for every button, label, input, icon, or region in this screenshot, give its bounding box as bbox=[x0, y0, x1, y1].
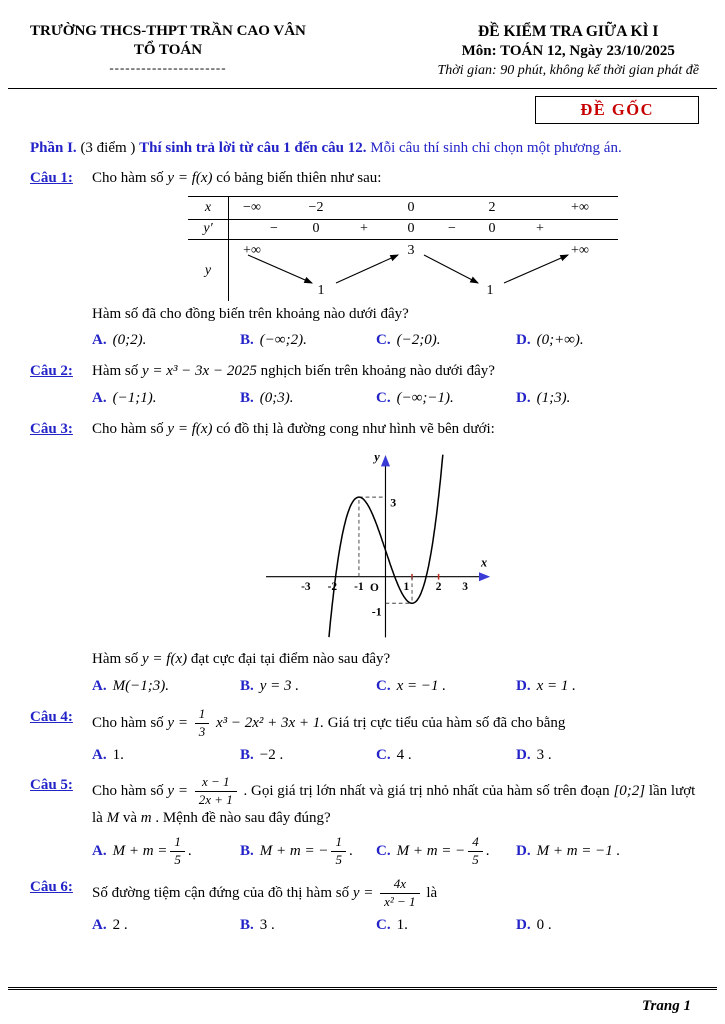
q6-option-d bbox=[516, 915, 699, 937]
question-6-label: Câu 6: bbox=[30, 878, 73, 895]
question-1-body bbox=[92, 168, 699, 352]
option-text: 1. bbox=[112, 746, 124, 763]
fraction-denominator: 5 bbox=[174, 852, 181, 868]
q5-options bbox=[92, 835, 699, 868]
fraction-numerator: 1 bbox=[170, 835, 185, 852]
fraction-denominator: 2x + 1 bbox=[198, 792, 233, 808]
vt-x-value: −2 bbox=[308, 199, 324, 215]
option-letter: B. bbox=[240, 678, 254, 695]
option-letter: A. bbox=[92, 916, 107, 933]
q5-stem-mid2: lần lượt là bbox=[92, 783, 696, 827]
q4-stem-post: Giá trị cực tiểu của hàm số đã cho bằng bbox=[327, 714, 566, 731]
option-text: (0;2). bbox=[112, 332, 147, 349]
q5-fraction bbox=[195, 775, 237, 808]
option-text: 0 . bbox=[536, 916, 552, 933]
vt-yprime-sign: 0 bbox=[407, 220, 415, 236]
option-letter: D. bbox=[516, 332, 531, 349]
vt-y-value: 1 bbox=[486, 282, 494, 298]
option-text: (1;3). bbox=[536, 389, 571, 406]
fraction-numerator: x − 1 bbox=[195, 775, 237, 792]
vt-x-value: 2 bbox=[488, 199, 496, 215]
vt-yprime-sign: + bbox=[360, 220, 368, 236]
option-letter: C. bbox=[376, 332, 391, 349]
footer-rule bbox=[8, 987, 717, 990]
variant-box: ĐỀ GỐC bbox=[535, 96, 699, 124]
q5-math-pre: y = bbox=[167, 783, 188, 800]
header-school-block bbox=[30, 22, 306, 80]
q1-question: Hàm số đã cho đồng biến trên khoảng nào dưới đây? bbox=[92, 305, 409, 322]
vt-y-value: 3 bbox=[407, 242, 415, 258]
vt-y-value: +∞ bbox=[243, 242, 261, 258]
option-letter: C. bbox=[376, 916, 391, 933]
option-letter: B. bbox=[240, 389, 254, 406]
q3-graph bbox=[243, 444, 509, 645]
q3-option-a bbox=[92, 676, 240, 698]
vt-yprime-sign: − bbox=[448, 220, 456, 236]
option-text: 1. bbox=[396, 916, 408, 933]
question-4-label: Câu 4: bbox=[30, 708, 73, 725]
option-text: (−2;0). bbox=[396, 332, 441, 349]
part1-points: (3 điểm ) bbox=[80, 139, 136, 156]
variant-wrap bbox=[0, 89, 725, 124]
q4-stem-pre: Cho hàm số bbox=[92, 714, 164, 731]
max-value-label: 3 bbox=[389, 495, 396, 510]
option-text: x = −1 . bbox=[396, 678, 446, 695]
option-text: M + m = − bbox=[396, 842, 466, 859]
option-letter: D. bbox=[516, 746, 531, 763]
question-6-body bbox=[92, 877, 699, 937]
q3-question-post: đạt cực đại tại điểm nào sau đây? bbox=[190, 651, 391, 668]
x-tick-label: 3 bbox=[461, 581, 468, 594]
option-text: (0;+∞). bbox=[536, 332, 584, 349]
q4-fraction bbox=[195, 707, 210, 740]
question-3 bbox=[30, 419, 699, 698]
option-text: (−1;1). bbox=[112, 389, 157, 406]
option-text: 3 . bbox=[259, 916, 275, 933]
q1-variation-table bbox=[188, 196, 618, 300]
option-letter: C. bbox=[376, 842, 391, 859]
option-letter: B. bbox=[240, 842, 254, 859]
q1-stem-pre: Cho hàm số bbox=[92, 169, 164, 186]
option-letter: D. bbox=[516, 842, 531, 859]
question-4 bbox=[30, 707, 699, 767]
fraction-denominator: 5 bbox=[335, 852, 342, 868]
q3-graph-wrap bbox=[92, 444, 659, 645]
q4-option-c bbox=[376, 745, 516, 767]
exam-content bbox=[0, 124, 725, 937]
x-tick-label: 1 bbox=[402, 581, 409, 594]
header-exam-block bbox=[438, 22, 699, 80]
vt-yprime-sign: 0 bbox=[312, 220, 320, 236]
question-2 bbox=[30, 361, 699, 410]
option-letter: D. bbox=[516, 916, 531, 933]
question-6 bbox=[30, 877, 699, 937]
fraction-denominator: 5 bbox=[472, 852, 479, 868]
question-1 bbox=[30, 168, 699, 352]
x-tick-label: -1 bbox=[353, 581, 364, 594]
option-letter: A. bbox=[92, 746, 107, 763]
vt-x-value: −∞ bbox=[243, 199, 261, 215]
option-letter: B. bbox=[240, 916, 254, 933]
q5-var-m: m bbox=[140, 810, 152, 827]
vt-y-value: +∞ bbox=[571, 242, 589, 258]
header-dashes: ---------------------- bbox=[109, 59, 227, 75]
q6-stem-post: là bbox=[426, 884, 438, 901]
question-5-label: Câu 5: bbox=[30, 777, 73, 794]
option-text: x = 1 . bbox=[536, 678, 576, 695]
vt-arrow-up-icon bbox=[336, 255, 398, 283]
q5-stem-pre: Cho hàm số bbox=[92, 783, 164, 800]
q1-option-c bbox=[376, 330, 516, 352]
q3-option-c bbox=[376, 676, 516, 698]
option-text: 2 . bbox=[112, 916, 128, 933]
option-fraction bbox=[331, 835, 346, 868]
q2-option-b bbox=[240, 388, 376, 410]
question-2-label: Câu 2: bbox=[30, 363, 73, 380]
q1-option-a bbox=[92, 330, 240, 352]
q3-stem-post: có đồ thị là đường cong như hình vẽ bên dưới: bbox=[216, 420, 495, 437]
q5-stem-end: . Mệnh đề nào sau đây đúng? bbox=[155, 810, 331, 827]
option-letter: A. bbox=[92, 842, 107, 859]
q2-option-d bbox=[516, 388, 699, 410]
q1-stem-post: có bảng biến thiên như sau: bbox=[216, 169, 382, 186]
question-5-body bbox=[92, 775, 699, 868]
vt-arrow-down-icon bbox=[248, 255, 312, 283]
q4-option-b bbox=[240, 745, 376, 767]
vt-x-value: +∞ bbox=[571, 199, 589, 215]
fraction-numerator: 1 bbox=[331, 835, 346, 852]
option-letter: C. bbox=[376, 746, 391, 763]
x-tick-label: -2 bbox=[327, 581, 337, 594]
q4-math-pre: y = bbox=[167, 714, 188, 731]
q3-question-pre: Hàm số bbox=[92, 651, 139, 668]
q2-stem-pre: Hàm số bbox=[92, 363, 139, 380]
question-4-body bbox=[92, 707, 699, 767]
q2-option-c bbox=[376, 388, 516, 410]
y-axis-label: y bbox=[373, 450, 380, 465]
option-text: M + m = − bbox=[259, 842, 329, 859]
q6-stem-pre: Số đường tiệm cận đứng của đồ thị hàm số bbox=[92, 884, 350, 901]
fraction-numerator: 4x bbox=[380, 877, 419, 894]
option-letter: C. bbox=[376, 389, 391, 406]
part1-label: Phần I. bbox=[30, 139, 77, 156]
q6-fraction bbox=[380, 877, 419, 910]
vt-yprime-label: y′ bbox=[203, 220, 213, 236]
vt-y-label: y bbox=[204, 262, 212, 278]
option-letter: A. bbox=[92, 678, 107, 695]
q6-option-b bbox=[240, 915, 376, 937]
q5-option-a bbox=[92, 835, 240, 868]
vt-yprime-sign: 0 bbox=[488, 220, 496, 236]
x-axis-label: x bbox=[480, 555, 487, 570]
option-text: 3 . bbox=[536, 746, 552, 763]
q1-options bbox=[92, 330, 699, 352]
option-letter: D. bbox=[516, 678, 531, 695]
vt-y-value: 1 bbox=[317, 282, 325, 298]
option-text: M + m = −1 . bbox=[536, 842, 621, 859]
vt-x-value: 0 bbox=[407, 199, 415, 215]
q2-options bbox=[92, 388, 699, 410]
part1-heading bbox=[30, 138, 699, 159]
q3-question-math: y = f(x) bbox=[142, 651, 188, 668]
vt-arrows bbox=[188, 239, 618, 301]
q5-option-d bbox=[516, 841, 699, 863]
q6-option-a bbox=[92, 915, 240, 937]
q1-option-b bbox=[240, 330, 376, 352]
page-number: Trang 1 bbox=[641, 998, 691, 1014]
q3-option-d bbox=[516, 676, 699, 698]
fraction-denominator: x² − 1 bbox=[384, 893, 416, 909]
part1-instruction-bold: Thí sinh trả lời từ câu 1 đến câu 12. bbox=[139, 139, 367, 156]
q2-stem-math: y = x³ − 3x − 2025 bbox=[142, 363, 257, 380]
fraction-denominator: 3 bbox=[198, 723, 206, 739]
exam-time: Thời gian: 90 phút, không kể thời gian phát đề bbox=[437, 62, 699, 78]
question-2-body bbox=[92, 361, 699, 410]
part1-instruction: Mỗi câu thí sinh chỉ chọn một phương án. bbox=[370, 139, 622, 156]
option-text: −2 . bbox=[259, 746, 284, 763]
vt-row-line-1 bbox=[188, 219, 618, 220]
header bbox=[0, 0, 725, 80]
vt-yprime-sign: + bbox=[536, 220, 544, 236]
option-letter: B. bbox=[240, 746, 254, 763]
q6-option-c bbox=[376, 915, 516, 937]
q3-question bbox=[92, 649, 699, 671]
option-letter: B. bbox=[240, 332, 254, 349]
question-5 bbox=[30, 775, 699, 868]
option-text: M + m = bbox=[112, 842, 168, 859]
q4-option-d bbox=[516, 745, 699, 767]
department-name: TỔ TOÁN bbox=[133, 41, 203, 58]
option-letter: D. bbox=[516, 389, 531, 406]
option-text: M(−1;3). bbox=[112, 678, 169, 695]
vt-arrow-up-icon bbox=[504, 255, 568, 283]
question-3-label: Câu 3: bbox=[30, 420, 73, 437]
option-letter: A. bbox=[92, 389, 107, 406]
q6-math-pre: y = bbox=[352, 884, 374, 901]
option-text-post: . bbox=[187, 842, 192, 859]
option-text: (−∞;2). bbox=[259, 332, 307, 349]
q5-var-M: M bbox=[106, 810, 120, 827]
q1-option-d bbox=[516, 330, 699, 352]
option-letter: A. bbox=[92, 332, 107, 349]
option-text: (−∞;−1). bbox=[396, 389, 454, 406]
option-fraction bbox=[468, 835, 483, 868]
q3-stem-pre: Cho hàm số bbox=[92, 420, 164, 437]
exam-title: ĐỀ KIỂM TRA GIỮA KÌ I bbox=[478, 23, 659, 40]
vt-arrow-down-icon bbox=[424, 255, 478, 283]
q4-options bbox=[92, 745, 699, 767]
x-tick-label: 2 bbox=[435, 581, 441, 594]
q3-option-b bbox=[240, 676, 376, 698]
min-value-label: -1 bbox=[371, 604, 382, 619]
q2-stem-post: nghịch biến trên khoảng nào dưới đây? bbox=[260, 363, 495, 380]
q5-stem-mid3: và bbox=[122, 810, 137, 827]
option-fraction bbox=[170, 835, 185, 868]
origin-label: O bbox=[369, 582, 379, 595]
fraction-numerator: 4 bbox=[468, 835, 483, 852]
q6-options bbox=[92, 915, 699, 937]
exam-subject: Môn: TOÁN 12, Ngày 23/10/2025 bbox=[461, 43, 675, 60]
option-text: 4 . bbox=[396, 746, 412, 763]
q5-interval: [0;2] bbox=[613, 783, 646, 800]
option-letter: C. bbox=[376, 678, 391, 695]
question-3-body bbox=[92, 419, 699, 698]
option-text: (0;3). bbox=[259, 389, 294, 406]
vt-x-label: x bbox=[204, 199, 212, 215]
q4-math-post: x³ − 2x² + 3x + 1. bbox=[215, 714, 325, 731]
q2-option-a bbox=[92, 388, 240, 410]
fraction-numerator: 1 bbox=[195, 707, 210, 724]
option-text-post: . bbox=[348, 842, 353, 859]
question-1-label: Câu 1: bbox=[30, 169, 73, 186]
q3-options bbox=[92, 676, 699, 698]
option-text-post: . bbox=[485, 842, 490, 859]
q1-stem-math: y = f(x) bbox=[167, 169, 213, 186]
option-text: y = 3 . bbox=[259, 678, 300, 695]
q3-stem-math: y = f(x) bbox=[167, 420, 213, 437]
q5-stem-mid1: . Gọi giá trị lớn nhất và giá trị nhỏ nhất của hàm số trên đoạn bbox=[243, 783, 610, 800]
x-tick-label: -3 bbox=[300, 581, 311, 594]
q4-option-a bbox=[92, 745, 240, 767]
vt-yprime-sign: − bbox=[270, 220, 278, 236]
q5-option-c bbox=[376, 835, 516, 868]
school-name: TRƯỜNG THCS-THPT TRẦN CAO VÂN bbox=[30, 23, 306, 39]
q5-option-b bbox=[240, 835, 376, 868]
